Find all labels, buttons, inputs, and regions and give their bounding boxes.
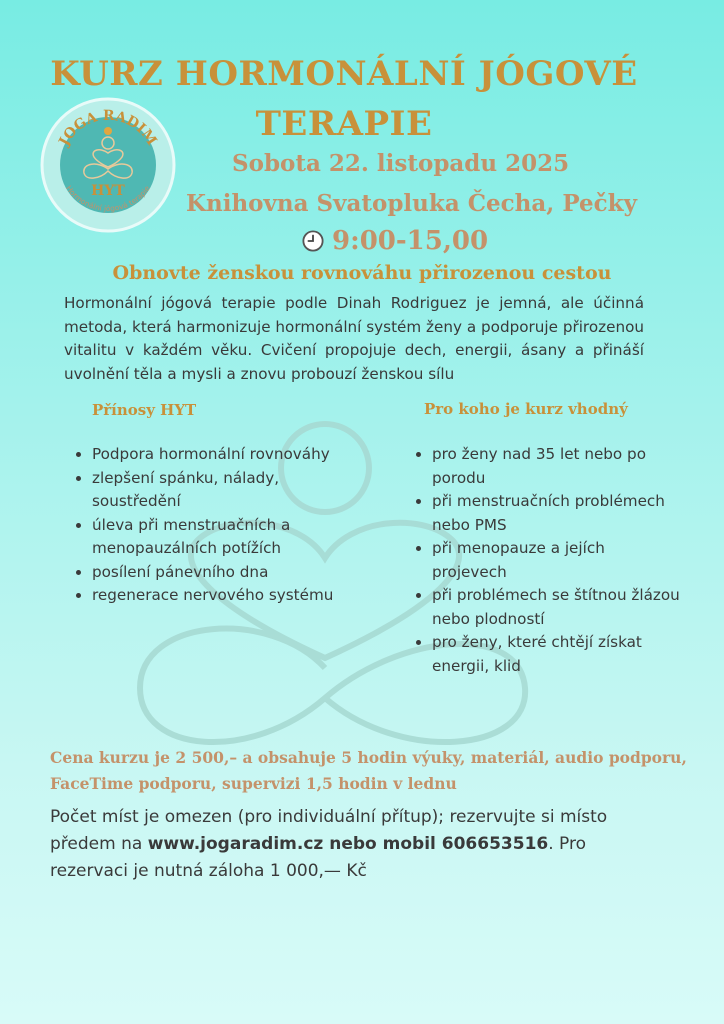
clock-icon (302, 230, 324, 252)
list-item: • při menopauze a jejích projevech (432, 537, 682, 584)
benefits-heading: Přínosy HYT (92, 401, 197, 419)
list-item: • při menstruačních problémech nebo PMS (432, 490, 682, 537)
logo-top-text: JOGA RADIM (56, 107, 160, 149)
list-item: • posílení pánevního dna (92, 561, 342, 585)
list-item: • regenerace nervového systému (92, 584, 342, 608)
list-item: • při problémech se štítnou žlázou nebo plodností (432, 584, 682, 631)
logo-center-text: HYT (91, 183, 125, 199)
list-item: • úleva při menstruačních a menopauzálních potížích (92, 514, 342, 561)
benefits-list (74, 443, 342, 608)
booking-text-before: Počet míst je omezen (pro individuální přítup); rezervujte si místo předem na (50, 807, 608, 854)
subtitle: Obnovte ženskou rovnováhu přirozenou cestou (112, 262, 612, 284)
event-venue: Knihovna Svatopluka Čecha, Pečky (186, 190, 637, 217)
audience-list (414, 443, 682, 678)
price-info: Cena kurzu je 2 500,– a obsahuje 5 hodin výuky, materiál, audio podporu, FaceTime podporu, supervizi 1,5 hodin v lednu (50, 748, 687, 793)
intro-paragraph: Hormonální jógová terapie podle Dinah Rodriguez je jemná, ale účinná metoda, která harmonizuje hormonální systém ženy a podporuje přirozenou vitalitu v každém věku. Cvičení propojuje dech, energii, ásany a přináší uvolnění těla a mysli a znovu probouzí ženskou sílu (64, 294, 644, 383)
audience-heading: Pro koho je kurz vhodný (424, 400, 628, 418)
booking-info (50, 804, 660, 885)
logo-bottom-text: Hormonální jógová terapie (64, 183, 152, 214)
list-item: • pro ženy nad 35 let nebo po porodu (432, 443, 682, 490)
booking-contact: www.jogaradim.cz nebo mobil 606653516 (147, 834, 549, 854)
booking-text-after: . Pro rezervaci je nutná záloha 1 000,— Kč (50, 834, 587, 881)
list-item: • zlepšení spánku, nálady, soustředění (92, 467, 342, 514)
event-date: Sobota 22. listopadu 2025 (232, 150, 570, 177)
page-title-line2: TERAPIE (255, 104, 433, 144)
event-time (302, 226, 488, 256)
page-title-line1: KURZ HORMONÁLNÍ JÓGOVÉ (50, 54, 638, 94)
list-item: • pro ženy, které chtějí získat energii, klid (432, 631, 682, 678)
event-time-text: 9:00-15,00 (332, 226, 489, 256)
list-item: • Podpora hormonální rovnováhy (92, 443, 342, 467)
